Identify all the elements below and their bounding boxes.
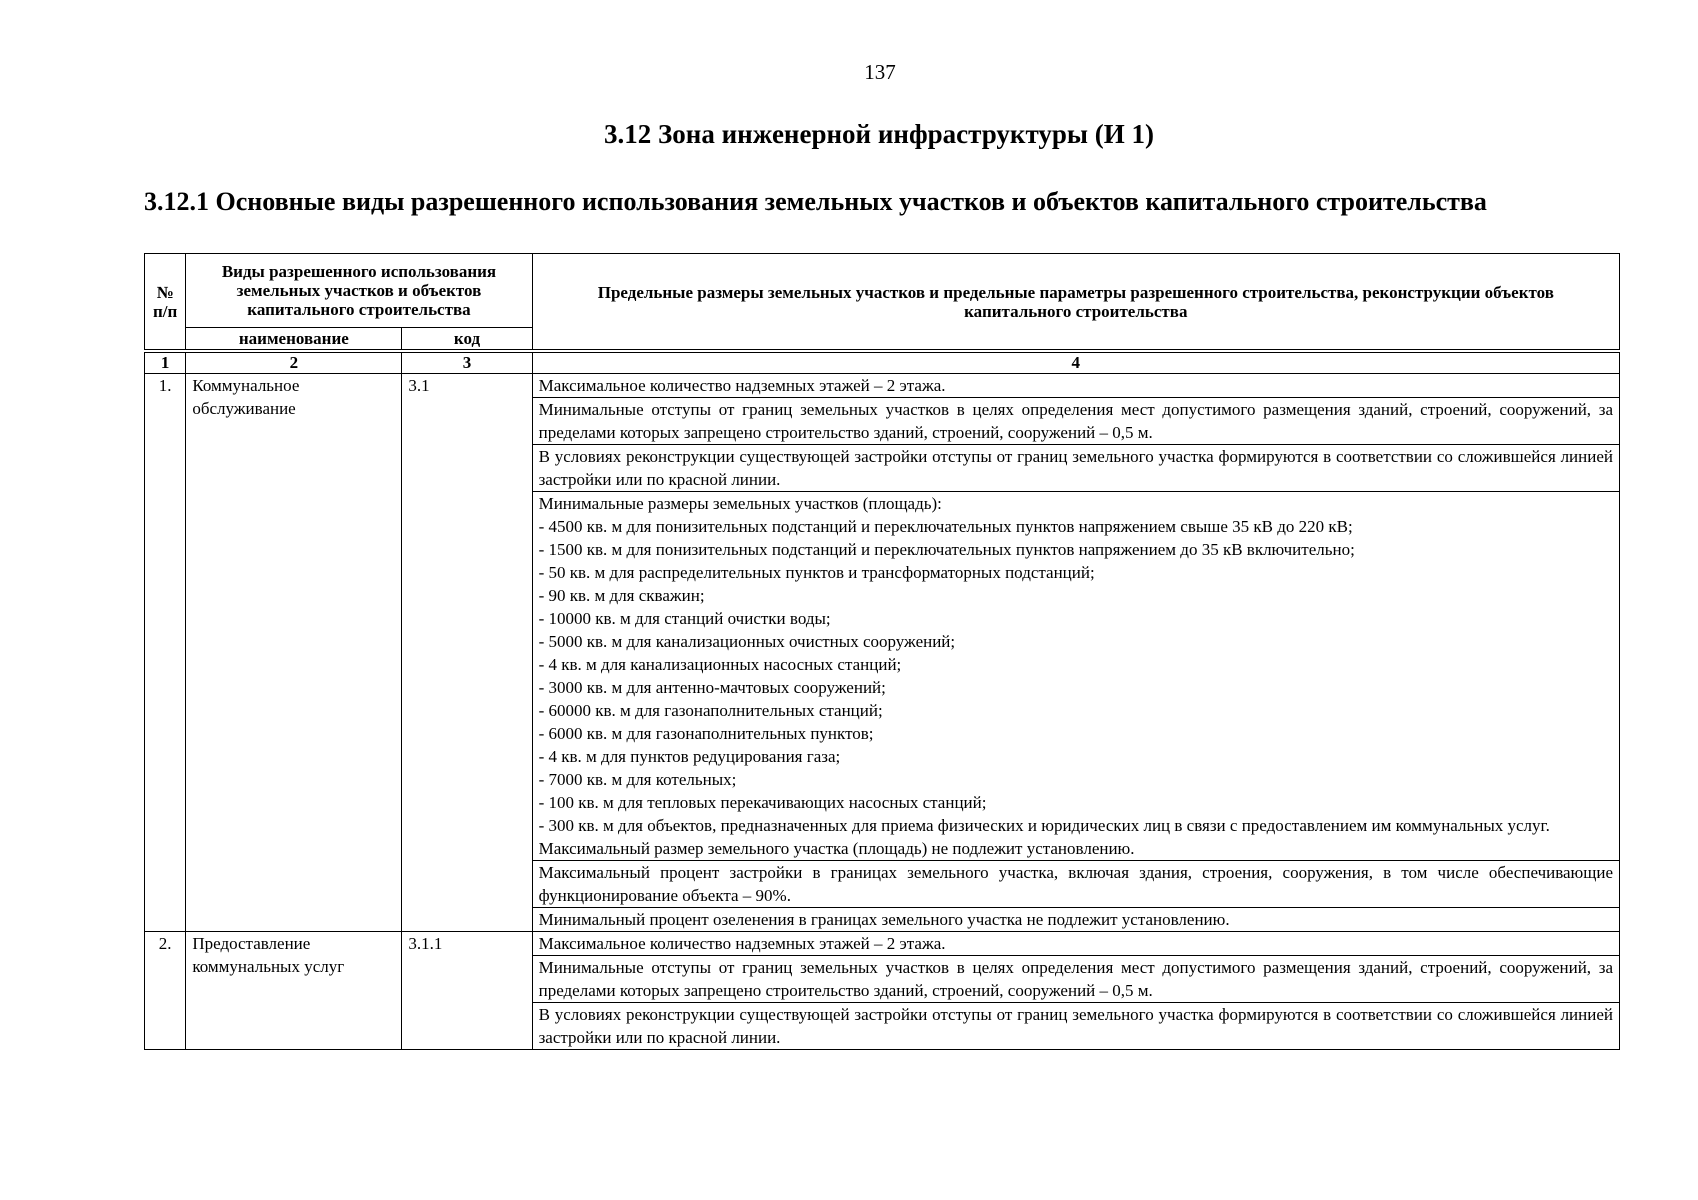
parameter-line: - 300 кв. м для объектов, предназначенных для приема физических и юридических лиц в связи с предоставлением им коммунальных услуг. bbox=[538, 816, 1550, 835]
parameter-line: - 10000 кв. м для станций очистки воды; bbox=[538, 609, 831, 628]
parameter-cell bbox=[532, 492, 1619, 861]
parameter-line: - 4 кв. м для канализационных насосных станций; bbox=[538, 655, 902, 674]
parameter-line: Минимальные размеры земельных участков (площадь): bbox=[538, 494, 942, 513]
header-params: Предельные размеры земельных участков и предельные параметры разрешенного строительства, реконструкции объектов капитального строительства bbox=[532, 254, 1619, 350]
parameter-cell: Минимальные отступы от границ земельных участков в целях определения мест допустимого размещения зданий, строений, сооружений, за пределами которых запрещено строительство зданий, строений, сооружений – 0,5 м. bbox=[532, 398, 1619, 445]
table-body bbox=[145, 353, 1620, 1050]
header-name: наименование bbox=[186, 328, 402, 350]
header-types-group: Виды разрешенного использования земельных участков и объектов капитального строительства bbox=[186, 254, 532, 328]
column-number: 3 bbox=[402, 353, 532, 374]
parameter-line: - 60000 кв. м для газонаполнительных станций; bbox=[538, 701, 883, 720]
row-number: 2. bbox=[145, 932, 186, 1050]
parameter-cell: Максимальное количество надземных этажей – 2 этажа. bbox=[532, 932, 1619, 956]
use-type-code: 3.1.1 bbox=[402, 932, 532, 1050]
parameter-line: - 5000 кв. м для канализационных очистных сооружений; bbox=[538, 632, 956, 651]
parameter-line: - 90 кв. м для скважин; bbox=[538, 586, 705, 605]
use-type-name: Предоставление коммунальных услуг bbox=[186, 932, 402, 1050]
use-type-code: 3.1 bbox=[402, 374, 532, 932]
table-row bbox=[145, 932, 1620, 956]
header-number: № п/п bbox=[145, 254, 186, 350]
parameter-line: - 100 кв. м для тепловых перекачивающих насосных станций; bbox=[538, 793, 987, 812]
parameter-cell: В условиях реконструкции существующей застройки отступы от границ земельного участка формируются в соответствии со сложившейся линией застройки или по красной линии. bbox=[532, 445, 1619, 492]
row-number: 1. bbox=[145, 374, 186, 932]
column-number: 2 bbox=[186, 353, 402, 374]
section-title: 3.12 Зона инженерной инфраструктуры (И 1) bbox=[604, 119, 1154, 149]
parameter-line: - 4 кв. м для пунктов редуцирования газа; bbox=[538, 747, 841, 766]
parameter-line: - 50 кв. м для распределительных пунктов и трансформаторных подстанций; bbox=[538, 563, 1095, 582]
header-code: код bbox=[402, 328, 532, 350]
parameter-cell: Минимальные отступы от границ земельных участков в целях определения мест допустимого размещения зданий, строений, сооружений, за пределами которых запрещено строительство зданий, строений, сооружений – 0,5 м. bbox=[532, 956, 1619, 1003]
subsection-title: 3.12.1 Основные виды разрешенного использования земельных участков и объектов капитального строительства bbox=[144, 187, 1487, 216]
parameter-cell: Максимальное количество надземных этажей – 2 этажа. bbox=[532, 374, 1619, 398]
table-row bbox=[145, 374, 1620, 398]
parameter-line: - 7000 кв. м для котельных; bbox=[538, 770, 737, 789]
parameter-cell: Минимальный процент озеленения в границах земельного участка не подлежит установлению. bbox=[532, 908, 1619, 932]
use-type-name: Коммунальное обслуживание bbox=[186, 374, 402, 932]
regulations-table bbox=[144, 352, 1620, 1050]
parameter-line: - 4500 кв. м для понизительных подстанций и переключательных пунктов напряжением свыше 35 кВ до 220 кВ; bbox=[538, 517, 1353, 536]
table-header bbox=[144, 253, 1620, 350]
parameter-line: Максимальный размер земельного участка (площадь) не подлежит установлению. bbox=[538, 839, 1135, 858]
parameter-line: - 3000 кв. м для антенно-мачтовых сооружений; bbox=[538, 678, 886, 697]
parameter-line: - 1500 кв. м для понизительных подстанций и переключательных пунктов напряжением до 35 кВ включительно; bbox=[538, 540, 1355, 559]
parameter-cell: В условиях реконструкции существующей застройки отступы от границ земельного участка формируются в соответствии со сложившейся линией застройки или по красной линии. bbox=[532, 1003, 1619, 1050]
column-number: 1 bbox=[145, 353, 186, 374]
column-number: 4 bbox=[532, 353, 1619, 374]
parameter-cell: Максимальный процент застройки в границах земельного участка, включая здания, строения, сооружения, в том числе обеспечивающие функционирование объекта – 90%. bbox=[532, 861, 1619, 908]
column-number-row bbox=[145, 353, 1620, 374]
page-number: 137 bbox=[864, 60, 896, 84]
parameter-line: - 6000 кв. м для газонаполнительных пунктов; bbox=[538, 724, 874, 743]
